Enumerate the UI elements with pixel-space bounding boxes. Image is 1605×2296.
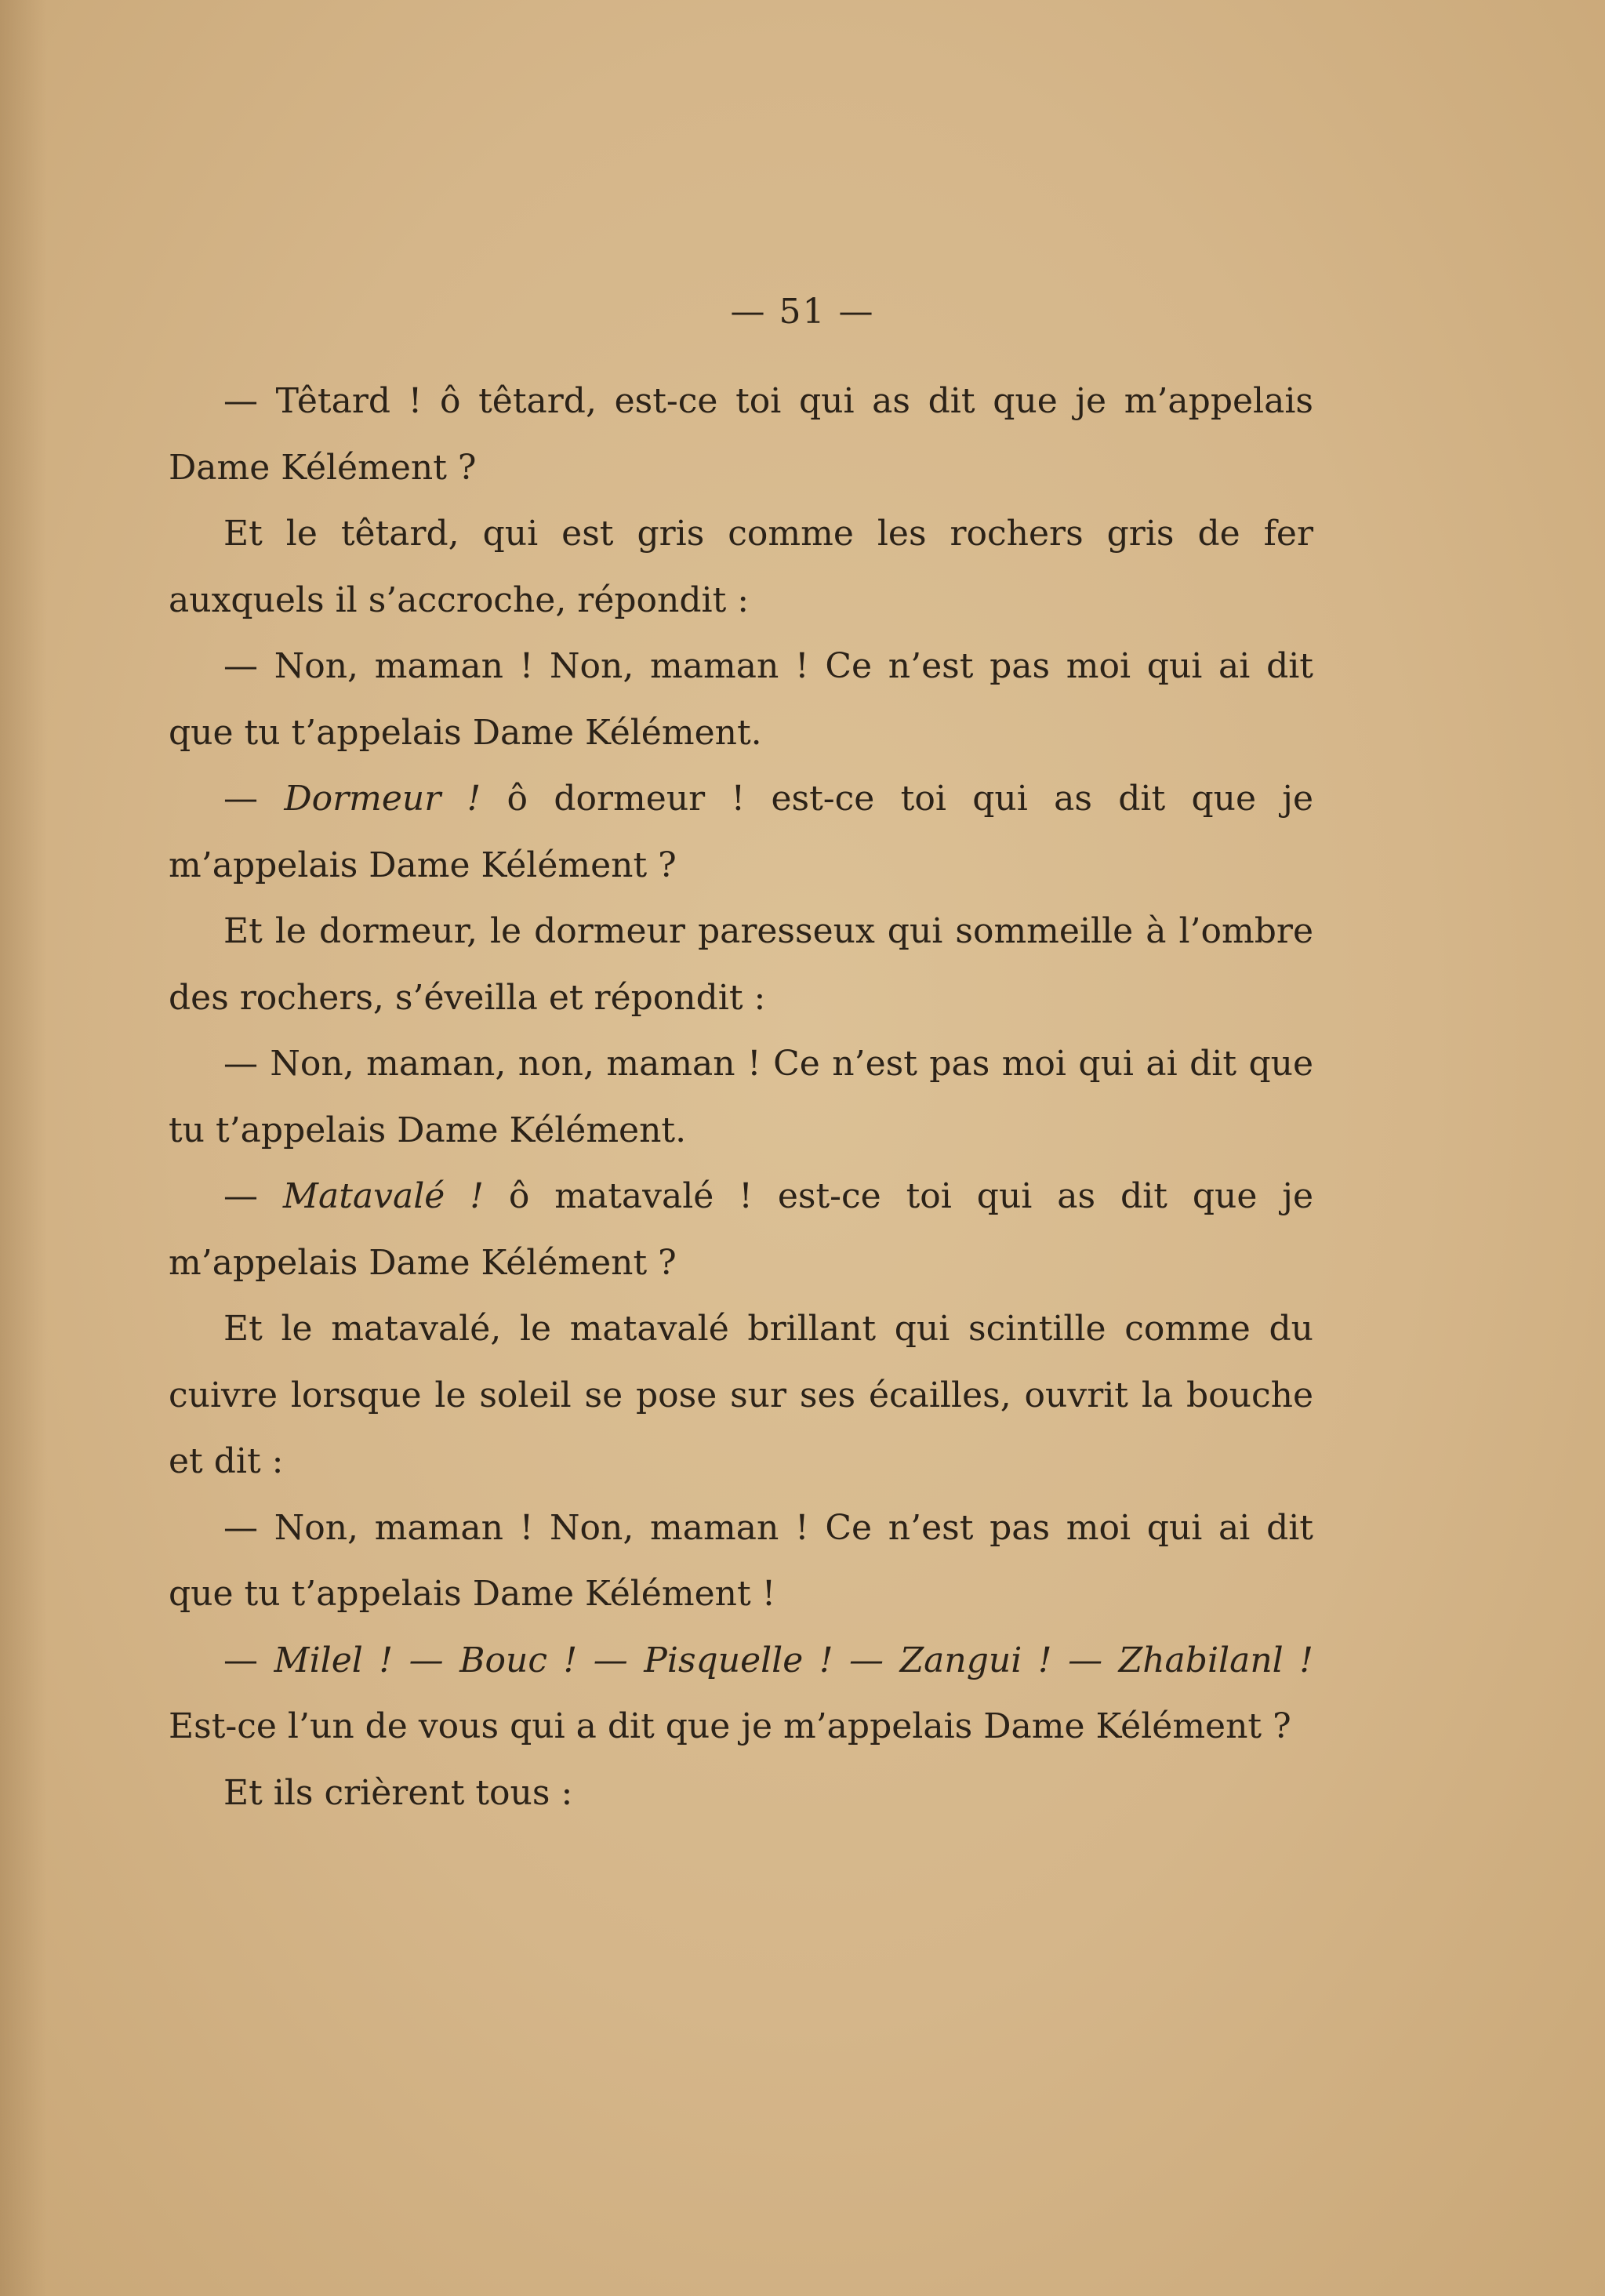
paragraph: Et le dormeur, le dormeur paresseux qui sommeille à l’ombre des rochers, s’éveilla et répondit : <box>169 911 1313 1018</box>
dialogue-dash: — <box>223 1176 283 1216</box>
italic-name: Dormeur ! <box>284 779 481 819</box>
paragraph: — Têtard ! ô têtard, est-ce toi qui as dit que je m’appelais Dame Kélément ? <box>169 381 1313 488</box>
italic-names: Milel ! — Bouc ! — Pisquelle ! — Zangui ! — Zhabilanl ! <box>274 1640 1313 1680</box>
paragraph: — Non, maman, non, maman ! Ce n’est pas moi qui ai dit que tu t’appelais Dame Kélément. <box>169 1044 1313 1150</box>
paragraph: Et le matavalé, le matavalé brillant qui scintille comme du cuivre lorsque le soleil se pose sur ses écailles, ouvrit la bouche et dit : <box>169 1309 1313 1481</box>
dialogue-dash: — <box>223 1640 274 1680</box>
paragraph-rest: Est-ce l’un de vous qui a dit que je m’appelais Dame Kélément ? <box>169 1706 1291 1746</box>
paragraph <box>169 1628 1313 1760</box>
paragraph <box>169 766 1313 899</box>
paragraph: — Non, maman ! Non, maman ! Ce n’est pas moi qui ai dit que tu t’appelais Dame Kélément. <box>169 646 1313 753</box>
paragraph: Et le têtard, qui est gris comme les rochers gris de fer auxquels il s’accroche, répondit : <box>169 514 1313 620</box>
dialogue-dash: — <box>223 779 285 819</box>
italic-name: Matavalé ! <box>282 1176 484 1216</box>
paragraph: Et ils crièrent tous : <box>223 1772 573 1813</box>
paragraph <box>169 1164 1313 1296</box>
paragraph-rest: ô dormeur ! est-ce toi qui as dit que je m’appelais Dame Kélément ? <box>169 779 1313 885</box>
paragraph-rest: ô matavalé ! est-ce toi qui as dit que je m’appelais Dame Kélément ? <box>169 1176 1313 1283</box>
paragraph: — Non, maman ! Non, maman ! Ce n’est pas moi qui ai dit que tu t’appelais Dame Kélément ! <box>169 1507 1313 1614</box>
body-text <box>169 369 1313 1826</box>
page-edge-shading <box>0 0 47 2296</box>
page-number: — 51 — <box>730 292 875 332</box>
